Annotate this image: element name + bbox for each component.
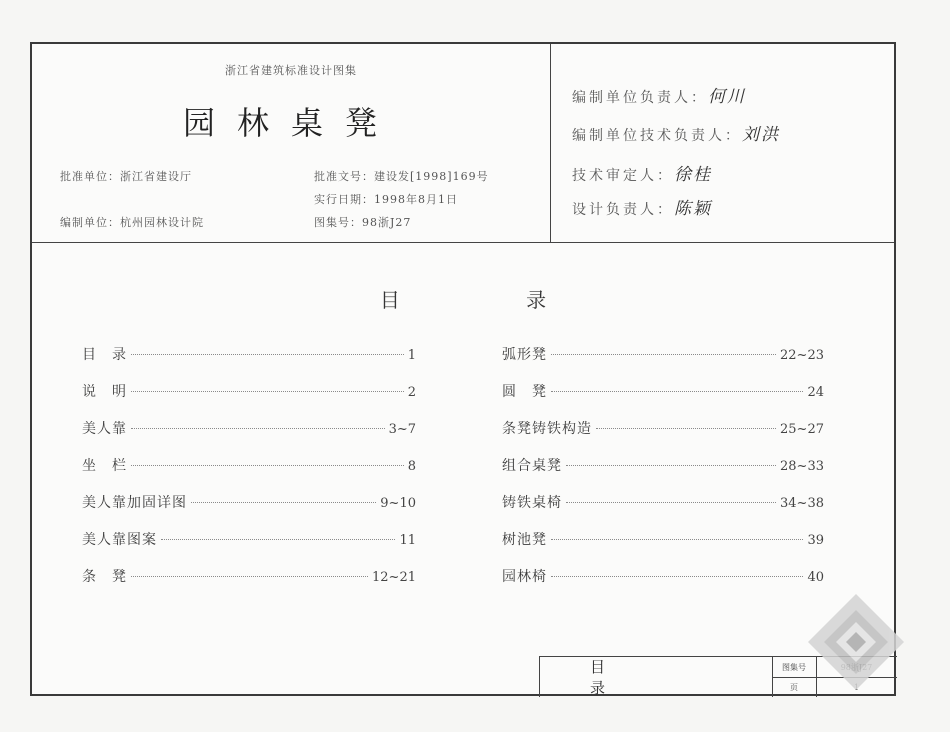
header-divider (32, 242, 894, 243)
toc-entry-page: 40 (807, 570, 824, 585)
approval-number: 批准文号：建设发[1998]169号 (314, 170, 489, 183)
handwritten-signature: 刘洪 (742, 125, 780, 145)
toc-entry (82, 529, 416, 549)
toc-entry (502, 381, 824, 401)
toc-entry-page: 28~33 (780, 459, 824, 474)
toc-leader-dots (551, 354, 776, 355)
signature-row (572, 160, 712, 185)
toc-entry (502, 344, 824, 364)
toc-leader-dots (551, 391, 803, 392)
approving-unit: 批准单位：浙江省建设厅 (60, 170, 192, 183)
toc-leader-dots (551, 576, 803, 577)
toc-entry (82, 418, 416, 438)
toc-leader-dots (131, 391, 404, 392)
toc-leader-dots (191, 502, 376, 503)
toc-leader-dots (551, 539, 803, 540)
toc-entry-page: 39 (807, 533, 824, 548)
toc-entry-label: 弧形凳 (502, 347, 547, 363)
toc-entry-label: 目 录 (82, 347, 127, 363)
signature-row (572, 82, 746, 107)
toc-entry-page: 8 (407, 459, 416, 474)
toc-entry-page: 1 (407, 348, 416, 363)
toc-entry-page: 34~38 (780, 496, 824, 511)
toc-entry-page: 22~23 (780, 348, 824, 363)
toc-entry-page: 3~7 (388, 422, 416, 437)
watermark-logo (806, 592, 906, 692)
signature-label: 编制单位负责人： (572, 90, 708, 106)
toc-leader-dots (131, 465, 404, 466)
title-block-name: 目 录 (590, 658, 656, 697)
toc-leader-dots (131, 576, 368, 577)
signature-row (572, 194, 712, 219)
toc-entry (502, 455, 824, 475)
compiling-unit: 编制单位：杭州园林设计院 (60, 216, 204, 229)
toc-entry-page: 24 (807, 385, 824, 400)
toc-entry (82, 455, 416, 475)
toc-entry (82, 344, 416, 364)
toc-entry (502, 492, 824, 512)
toc-entry-label: 组合桌凳 (502, 458, 562, 474)
handwritten-signature: 陈颖 (674, 199, 712, 219)
effective-date: 实行日期：1998年8月1日 (314, 193, 458, 206)
toc-leader-dots (161, 539, 395, 540)
toc-entry (502, 418, 824, 438)
handwritten-signature: 何川 (708, 87, 746, 107)
toc-entry-page: 9~10 (380, 496, 416, 511)
toc-entry-label: 美人靠加固详图 (82, 495, 187, 511)
toc-leader-dots (131, 354, 404, 355)
toc-entry (502, 566, 824, 586)
toc-entry-label: 树池凳 (502, 532, 547, 548)
toc-entry-label: 美人靠图案 (82, 532, 157, 548)
toc-title: 目 录 (379, 288, 607, 312)
signature-row (572, 120, 780, 145)
toc-entry-label: 坐 栏 (82, 458, 127, 474)
toc-entry-label: 园林椅 (502, 569, 547, 585)
toc-entry-page: 12~21 (372, 570, 416, 585)
toc-leader-dots (566, 502, 776, 503)
toc-entry-label: 条 凳 (82, 569, 127, 585)
handwritten-signature: 徐桂 (674, 165, 712, 185)
series-title: 浙江省建筑标准设计图集 (225, 64, 357, 77)
toc-entry (502, 529, 824, 549)
toc-leader-dots (566, 465, 776, 466)
toc-entry-page: 2 (407, 385, 416, 400)
atlas-title: 园林桌凳 (182, 104, 399, 142)
drawing-sheet (30, 42, 896, 696)
signature-label: 设计负责人： (572, 202, 674, 218)
atlas-number-label: 图集号 (782, 662, 806, 672)
toc-entry (82, 492, 416, 512)
toc-entry-label: 美人靠 (82, 421, 127, 437)
toc-entry-page: 25~27 (780, 422, 824, 437)
toc-leader-dots (131, 428, 385, 429)
toc-entry-label: 条凳铸铁构造 (502, 421, 592, 437)
toc-entry-label: 圆 凳 (502, 384, 547, 400)
toc-entry (82, 566, 416, 586)
toc-entry-page: 11 (399, 533, 416, 548)
signature-label: 技术审定人： (572, 168, 674, 184)
atlas-number: 图集号：98浙J27 (314, 216, 412, 229)
toc-entry-label: 说 明 (82, 384, 127, 400)
toc-leader-dots (596, 428, 776, 429)
header-column-divider (550, 44, 551, 242)
page-label: 页 (790, 682, 798, 692)
signature-label: 编制单位技术负责人： (572, 128, 742, 144)
toc-entry-label: 铸铁桌椅 (502, 495, 562, 511)
toc-entry (82, 381, 416, 401)
